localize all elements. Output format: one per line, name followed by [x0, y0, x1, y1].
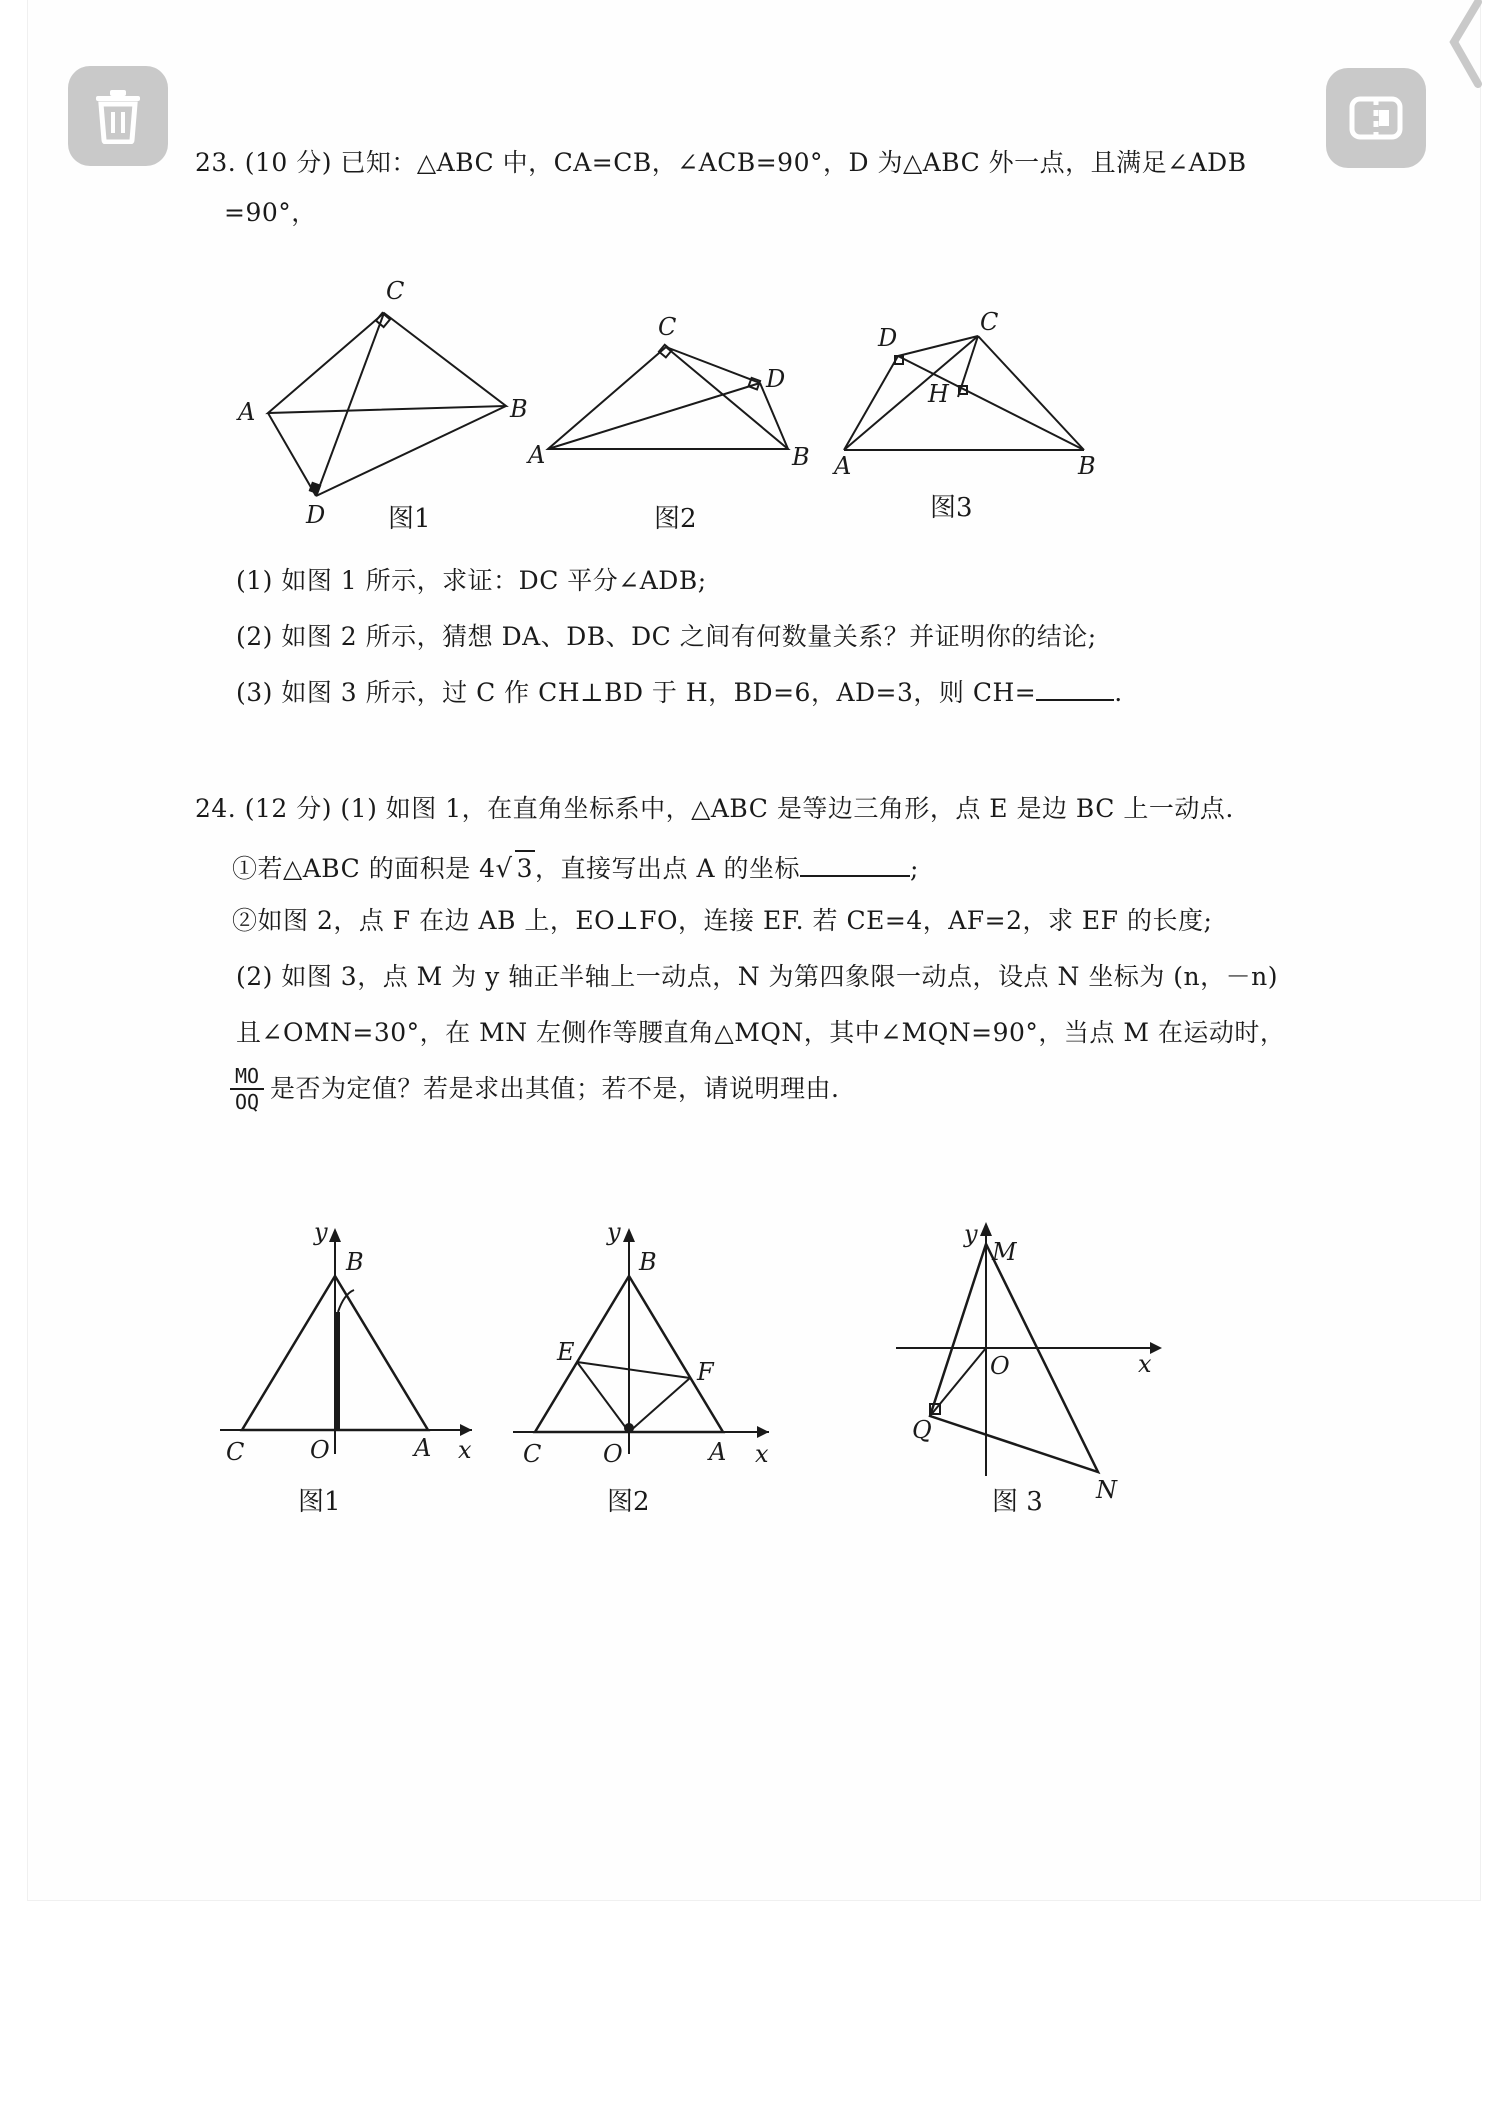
- q24-sub1-pre: ①若△ABC 的面积是 4: [232, 854, 496, 883]
- label-A: A: [834, 452, 852, 480]
- label-O: O: [310, 1436, 330, 1464]
- delete-button[interactable]: [68, 66, 168, 166]
- q24-sub1-end: ;: [909, 854, 919, 883]
- q24-figure-1: [210, 1220, 490, 1520]
- label-D: D: [306, 501, 326, 529]
- q23-figure-2: [520, 305, 820, 535]
- q24-sub1: [232, 850, 919, 886]
- q24-sub1-post: ，直接写出点 A 的坐标: [535, 854, 800, 883]
- q24-sub1-root: 3: [515, 850, 535, 886]
- q24-sub2: ②如图 2，点 F 在边 AB 上，EO⊥FO，连接 EF. 若 CE=4，AF=2，求 EF 的长度;: [232, 906, 1213, 935]
- label-F: F: [697, 1358, 714, 1386]
- label-C: C: [523, 1440, 542, 1468]
- fraction-numerator: MO: [230, 1064, 264, 1090]
- q23-header-cont: =90°，: [224, 198, 317, 227]
- q24-figure-2: [505, 1220, 795, 1520]
- label-B: B: [639, 1248, 657, 1276]
- fraction-mo-oq: [230, 1064, 264, 1114]
- label-C: C: [226, 1438, 245, 1466]
- q24-part2-line2: 且∠OMN=30°，在 MN 左侧作等腰直角△MQN，其中∠MQN=90°，当点 M 在运动时，: [236, 1018, 1286, 1047]
- label-E: E: [557, 1338, 575, 1366]
- q24-header: 24. (12 分) (1) 如图 1，在直角坐标系中，△ABC 是等边三角形，点 E 是边 BC 上一动点.: [195, 794, 1234, 823]
- radical-sign: √: [495, 854, 513, 884]
- caption-fig3: 图3: [930, 493, 973, 523]
- answer-blank: [800, 855, 910, 877]
- q23-header: 23. (10 分) 已知：△ABC 中，CA=CB，∠ACB=90°，D 为△ABC 外一点，且满足∠ADB: [195, 148, 1247, 177]
- label-B: B: [1078, 452, 1096, 480]
- label-Q: Q: [912, 1416, 932, 1444]
- label-B: B: [346, 1248, 364, 1276]
- label-D: D: [878, 324, 898, 352]
- label-y: y: [314, 1220, 328, 1246]
- label-A: A: [414, 1434, 432, 1462]
- chevron-left-icon[interactable]: [1436, 0, 1492, 94]
- label-B: B: [792, 443, 810, 471]
- label-O: O: [990, 1352, 1010, 1380]
- q23-part3-text: (3) 如图 3 所示，过 C 作 CH⊥BD 于 H，BD=6，AD=3，则 CH=: [236, 678, 1037, 707]
- caption-fig2: 图2: [607, 1487, 650, 1517]
- q24-figure-3: [890, 1208, 1180, 1528]
- label-C: C: [980, 310, 999, 336]
- caption-fig1: 图1: [298, 1487, 341, 1517]
- label-y: y: [964, 1220, 978, 1248]
- fraction-denominator: OQ: [234, 1090, 260, 1114]
- q24-part2-line1: (2) 如图 3，点 M 为 y 轴正半轴上一动点，N 为第四象限一动点，设点 N 坐标为 (n，－n): [236, 962, 1278, 991]
- label-A: A: [709, 1438, 727, 1466]
- q23-part2: (2) 如图 2 所示，猜想 DA、DB、DC 之间有何数量关系？并证明你的结论;: [236, 622, 1097, 651]
- label-M: M: [992, 1238, 1017, 1266]
- label-N: N: [1096, 1476, 1117, 1504]
- label-x: x: [755, 1440, 769, 1468]
- caption-fig3: 图 3: [992, 1487, 1043, 1517]
- q23-part3: [236, 676, 1123, 710]
- q23-figure-3: [830, 310, 1120, 530]
- label-x: x: [1138, 1350, 1152, 1378]
- label-D: D: [766, 365, 786, 393]
- split-view-button[interactable]: [1326, 68, 1426, 168]
- label-y: y: [607, 1220, 621, 1246]
- q23-figure-1: [220, 265, 560, 535]
- label-C: C: [658, 313, 677, 341]
- q23-part1: (1) 如图 1 所示，求证：DC 平分∠ADB;: [236, 566, 707, 595]
- q24-part2-line3: 是否为定值？若是求出其值；若不是，请说明理由.: [270, 1074, 840, 1103]
- label-B: B: [510, 395, 528, 423]
- caption-fig2: 图2: [654, 504, 697, 534]
- label-A: A: [238, 398, 256, 426]
- label-A: A: [528, 441, 546, 469]
- caption-fig1: 图1: [388, 504, 431, 534]
- trash-icon: [92, 88, 144, 144]
- label-x: x: [458, 1436, 472, 1464]
- label-H: H: [928, 380, 949, 408]
- label-O: O: [603, 1440, 623, 1468]
- q23-part3-end: .: [1114, 678, 1123, 707]
- answer-blank: [1036, 679, 1114, 701]
- label-C: C: [386, 277, 405, 305]
- split-view-icon: [1349, 96, 1403, 140]
